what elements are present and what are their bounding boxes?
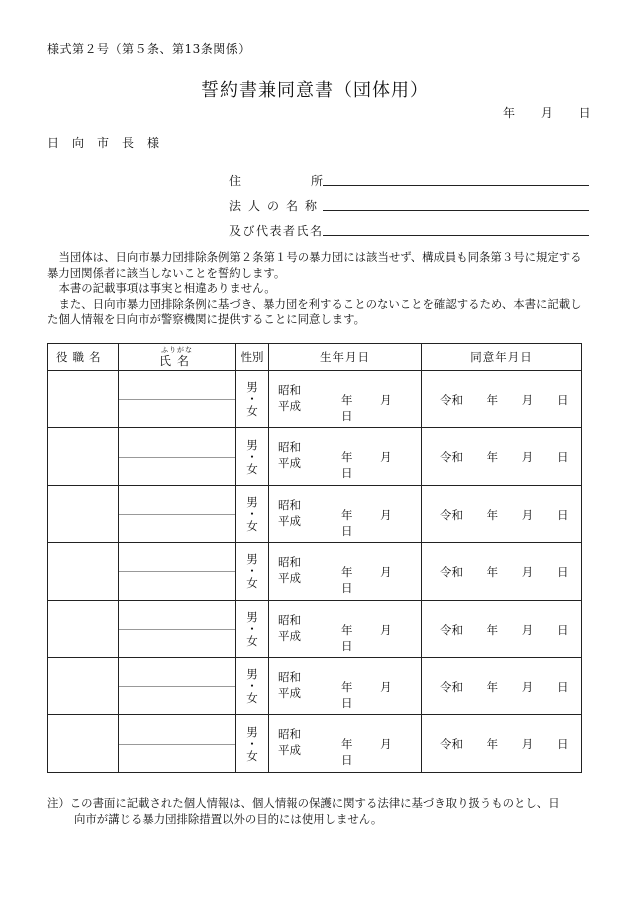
table-row <box>48 715 582 772</box>
sex-dot: ・ <box>246 449 258 464</box>
sex-dot: ・ <box>246 392 258 407</box>
agree-ymd: 令和 年 月 日 <box>440 737 569 752</box>
sex-female: 女 <box>246 404 258 419</box>
address-label-a: 住 <box>229 174 242 188</box>
dob-era <box>278 439 301 471</box>
dob-era <box>278 382 301 414</box>
era-heisei: 平成 <box>278 571 301 586</box>
era-showa: 昭和 <box>278 555 301 570</box>
sex-female: 女 <box>246 576 258 591</box>
furigana-divider <box>119 686 235 687</box>
era-heisei: 平成 <box>278 513 301 528</box>
era-heisei: 平成 <box>278 399 301 413</box>
role-cell[interactable] <box>48 485 119 542</box>
dob-ymd: 年 月 日 <box>341 450 392 481</box>
agree-date-cell[interactable] <box>422 371 582 428</box>
table-row <box>48 543 582 600</box>
era-showa: 昭和 <box>278 440 301 455</box>
pledge-paragraph-1: 当団体は、日向市暴力団排除条例第２条第１号の暴力団には該当せず、構成員も同条第３号に規定する暴力団関係者に該当しないことを誓約します。 <box>47 250 582 280</box>
sex-male: 男 <box>246 667 258 682</box>
agree-date-cell[interactable] <box>422 485 582 542</box>
name-cell[interactable] <box>119 428 236 485</box>
role-cell[interactable] <box>48 715 119 772</box>
furigana-divider <box>119 514 235 515</box>
dob-cell[interactable] <box>269 715 422 772</box>
header-agree-date: 同意年月日 <box>422 344 582 371</box>
dob-ymd: 年 月 日 <box>341 737 392 768</box>
agree-ymd: 令和 年 月 日 <box>440 679 569 694</box>
agree-date-cell[interactable] <box>422 657 582 714</box>
sex-female: 女 <box>246 633 258 648</box>
dob-cell[interactable] <box>269 428 422 485</box>
era-showa: 昭和 <box>278 612 301 627</box>
name-cell[interactable] <box>119 543 236 600</box>
sex-male: 男 <box>246 437 258 452</box>
era-heisei: 平成 <box>278 743 301 758</box>
agree-ymd: 令和 年 月 日 <box>440 507 569 522</box>
era-heisei: 平成 <box>278 456 301 471</box>
role-cell[interactable] <box>48 657 119 714</box>
sex-cell[interactable] <box>236 657 269 714</box>
name-cell[interactable] <box>119 371 236 428</box>
addressee: 日向市長様 <box>47 136 173 150</box>
dob-ymd: 年 月 日 <box>341 507 392 538</box>
furigana-divider <box>119 744 235 745</box>
sex-male: 男 <box>246 380 258 395</box>
sex-dot: ・ <box>246 506 258 521</box>
agree-date-cell[interactable] <box>422 543 582 600</box>
era-heisei: 平成 <box>278 628 301 643</box>
role-cell[interactable] <box>48 543 119 600</box>
form-number: 様式第２号（第５条、第13条関係） <box>47 42 251 56</box>
sex-cell[interactable] <box>236 428 269 485</box>
sex-female: 女 <box>246 518 258 533</box>
dob-ymd: 年 月 日 <box>341 679 392 710</box>
sex-male: 男 <box>246 724 258 739</box>
representative-line[interactable] <box>323 235 589 236</box>
furigana-divider <box>119 571 235 572</box>
era-showa: 昭和 <box>278 727 301 742</box>
member-table <box>47 343 582 773</box>
dob-ymd: 年 月 日 <box>341 622 392 653</box>
role-cell[interactable] <box>48 600 119 657</box>
page-title: 誓約書兼同意書（団体用） <box>201 80 429 101</box>
era-showa: 昭和 <box>278 497 301 512</box>
sex-female: 女 <box>246 691 258 706</box>
dob-ymd: 年 月 日 <box>341 393 392 423</box>
agree-ymd: 令和 年 月 日 <box>440 393 569 407</box>
dob-cell[interactable] <box>269 485 422 542</box>
sex-dot: ・ <box>246 564 258 579</box>
agree-ymd: 令和 年 月 日 <box>440 622 569 637</box>
pledge-text <box>47 250 592 328</box>
footnote <box>47 795 592 827</box>
table-row <box>48 600 582 657</box>
agree-date-cell[interactable] <box>422 715 582 772</box>
name-cell[interactable] <box>119 657 236 714</box>
corp-name-label: 法人の名称 <box>229 199 325 213</box>
header-name <box>119 344 236 371</box>
name-cell[interactable] <box>119 600 236 657</box>
sex-dot: ・ <box>246 736 258 751</box>
sex-cell[interactable] <box>236 543 269 600</box>
address-label-b: 所 <box>311 174 324 188</box>
agree-ymd: 令和 年 月 日 <box>440 565 569 580</box>
sex-female: 女 <box>246 748 258 763</box>
dob-era <box>278 497 301 529</box>
name-cell[interactable] <box>119 715 236 772</box>
footnote-line-2: 向市が講じる暴力団排除措置以外の目的には使用しません。 <box>74 812 383 826</box>
sex-cell[interactable] <box>236 600 269 657</box>
sex-dot: ・ <box>246 621 258 636</box>
pledge-paragraph-3: また、日向市暴力団排除条例に基づき、暴力団を利することのないことを確認するため、本書に記載した個人情報を日向市が警察機関に提供することに同意します。 <box>47 296 582 326</box>
header-furigana: ふりがな <box>161 346 193 354</box>
table-row <box>48 485 582 542</box>
era-showa: 昭和 <box>278 669 301 684</box>
dob-cell[interactable] <box>269 543 422 600</box>
dob-era <box>278 554 301 586</box>
sex-cell[interactable] <box>236 485 269 542</box>
role-cell[interactable] <box>48 371 119 428</box>
header-dob: 生年月日 <box>269 344 422 371</box>
role-cell[interactable] <box>48 428 119 485</box>
document-date: 年 月 日 <box>503 106 591 120</box>
dob-cell[interactable] <box>269 600 422 657</box>
corp-name-line[interactable] <box>323 210 589 211</box>
era-showa: 昭和 <box>278 383 301 397</box>
dob-era <box>278 612 301 644</box>
header-sex: 性別 <box>236 344 269 371</box>
table-header-row <box>48 344 582 371</box>
pledge-paragraph-2: 本書の記載事項は事実と相違ありません。 <box>58 281 276 295</box>
dob-era <box>278 669 301 701</box>
table-row <box>48 371 582 428</box>
agree-ymd: 令和 年 月 日 <box>440 450 569 465</box>
sex-male: 男 <box>246 609 258 624</box>
sex-cell[interactable] <box>236 371 269 428</box>
sex-male: 男 <box>246 494 258 509</box>
sex-cell[interactable] <box>236 715 269 772</box>
header-name-label: 氏名 <box>158 354 195 368</box>
agree-date-cell[interactable] <box>422 600 582 657</box>
name-cell[interactable] <box>119 485 236 542</box>
sex-female: 女 <box>246 461 258 476</box>
header-role: 役職名 <box>48 344 119 371</box>
dob-era <box>278 726 301 758</box>
sex-dot: ・ <box>246 679 258 694</box>
dob-cell[interactable] <box>269 371 422 428</box>
sex-male: 男 <box>246 552 258 567</box>
table-row <box>48 428 582 485</box>
representative-label: 及び代表者氏名 <box>229 224 324 238</box>
agree-date-cell[interactable] <box>422 428 582 485</box>
furigana-divider <box>119 629 235 630</box>
era-heisei: 平成 <box>278 685 301 700</box>
footnote-line-1: 注）この書面に記載された個人情報は、個人情報の保護に関する法律に基づき取り扱うものとし、日 <box>47 796 560 810</box>
address-line[interactable] <box>323 185 589 186</box>
dob-cell[interactable] <box>269 657 422 714</box>
furigana-divider <box>119 399 235 400</box>
dob-ymd: 年 月 日 <box>341 565 392 596</box>
table-row <box>48 657 582 714</box>
furigana-divider <box>119 457 235 458</box>
